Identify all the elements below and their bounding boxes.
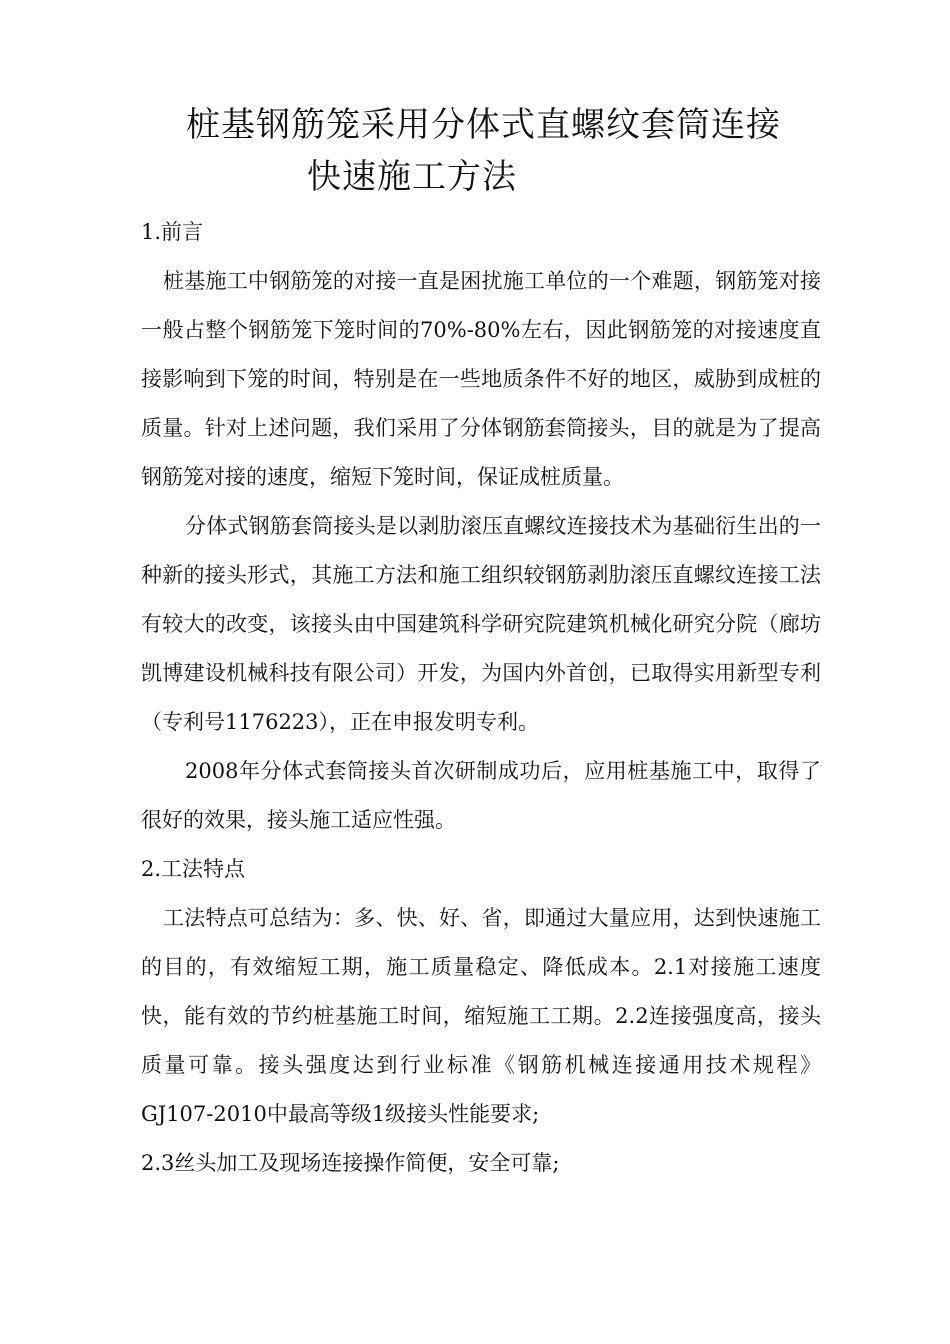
document-body bbox=[141, 208, 821, 1188]
section-1-heading: 1.前言 bbox=[141, 220, 204, 244]
section-2-heading: 2.工法特点 bbox=[141, 857, 246, 881]
section-1-paragraph-2: 分体式钢筋套筒接头是以剥肋滚压直螺纹连接技术为基础衍生出的一种新的接头形式，其施工方法和施工组织较钢筋剥肋滚压直螺纹连接工法有较大的改变，该接头由中国建筑科学研究院建筑机械化研究分院（廊坊凯博建设机械科技有限公司）开发，为国内外首创，已取得实用新型专利（专利号1176223），正在申报发明专利。 bbox=[141, 514, 821, 734]
title-line-1: 桩基钢筋笼采用分体式直螺纹套筒连接 bbox=[186, 105, 781, 145]
section-1-paragraph-1: 桩基施工中钢筋笼的对接一直是困扰施工单位的一个难题，钢筋笼对接一般占整个钢筋笼下笼时间的70%-80%左右，因此钢筋笼的对接速度直接影响到下笼的时间，特别是在一些地质条件不好的地区，威胁到成桩的质量。针对上述问题，我们采用了分体钢筋套筒接头，目的就是为了提高钢筋笼对接的速度，缩短下笼时间，保证成桩质量。 bbox=[141, 269, 821, 489]
title-line-2: 快速施工方法 bbox=[307, 157, 517, 197]
section-2-paragraph-1: 工法特点可总结为：多、快、好、省，即通过大量应用，达到快速施工的目的，有效缩短工期，施工质量稳定、降低成本。2.1对接施工速度快，能有效的节约桩基施工时间，缩短施工工期。2.2连接强度高，接头质量可靠。接头强度达到行业标准《钢筋机械连接通用技术规程》GJ107-2010中最高等级1级接头性能要求; bbox=[141, 906, 821, 1126]
section-2-paragraph-2: 2.3丝头加工及现场连接操作简便，安全可靠; bbox=[141, 1151, 560, 1175]
section-1-paragraph-3: 2008年分体式套筒接头首次研制成功后，应用桩基施工中，取得了很好的效果，接头施工适应性强。 bbox=[141, 759, 821, 832]
